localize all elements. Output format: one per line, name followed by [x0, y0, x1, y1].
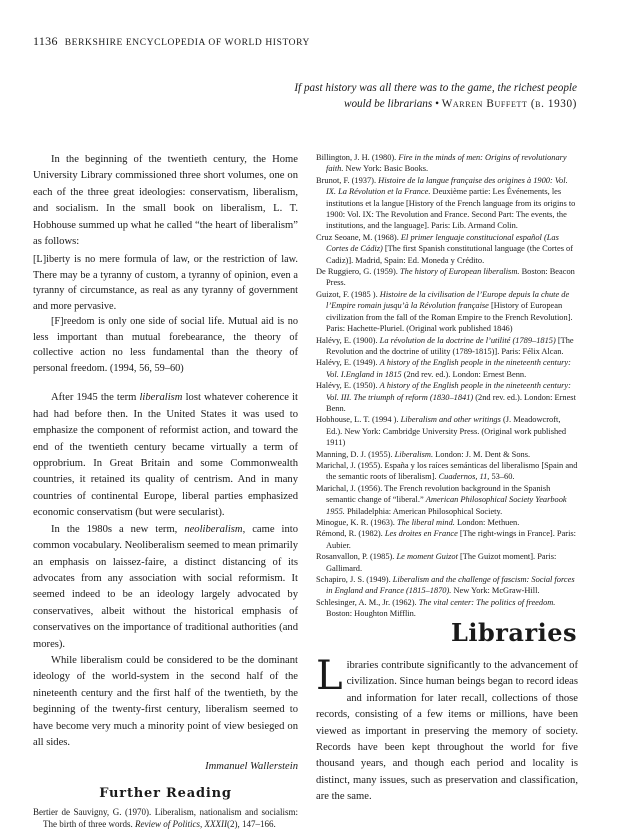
- quote-bullet: •: [435, 98, 439, 110]
- block-quote: [33, 252, 298, 376]
- reference-entry: Guizot, F. (1985 ). Histoire de la civilisation de l’Europe depuis la chute de l’Empire romain jusqu’à la Révolution française [History of European civilization from the fall of the Roman Empire to the French Revolution]. Paris: Hachette-Pluriel. (Original work published 1846): [316, 289, 573, 334]
- reference-entry: Billington, J. H. (1980). Fire in the minds of men: Origins of revolutionary faith. New York: Basic Books.: [316, 153, 567, 174]
- quote-line-2: [257, 96, 577, 112]
- block-quote-paragraph: [L]iberty is no mere formula of law, or the restriction of law. There may be a tyranny of custom, a tyranny of opinion, even a tyranny of circumstance, as real as any tyranny of government and more pervasive.: [33, 254, 298, 312]
- reference-entry: Manning, D. J. (1955). Liberalism. London: J. M. Dent & Sons.: [316, 449, 531, 459]
- paragraph: In the 1980s a new term, neoliberalism, came into common vocabulary. Neoliberalism seemed to mean primarily an emphasis on laissez-faire, a distinct distancing of its advocates from any association with social reformism. It seemed indeed to be an ideology largely advocated by conservatives, albeit without the historical emphasis of conservatives on the importance of traditional authorities (and mores).: [33, 523, 298, 650]
- running-title: BERKSHIRE ENCYCLOPEDIA OF WORLD HISTORY: [64, 38, 311, 48]
- paragraph: While liberalism could be considered to be the dominant ideology of the world-system in the second half of the nineteenth century and the first half of the twentieth, by the beginning of the twenty-first century, liberalism seemed to have become very much a minority point of view besieged on all sides.: [33, 654, 298, 748]
- reference-entry: Hobhouse, L. T. (1994 ). Liberalism and other writings (J. Meadowcroft, Ed.). New York: Cambridge University Press. (Original work published 1911): [316, 415, 567, 448]
- author-byline: Immanuel Wallerstein: [205, 761, 298, 773]
- section-title: Libraries: [450, 618, 577, 647]
- paragraph: After 1945 the term liberalism lost whatever coherence it had had before then. In the United States it was used to emphasize the component of reformist action, and toward the end of the twentieth century became virtually a term of opprobrium. In Great Britain and some Commonwealth countries, it retained its quality of centrism. And in many countries of continental Europe, liberal parties emphasized economic conservatism (but were secularist).: [33, 392, 298, 519]
- page-number: 1136: [33, 34, 58, 48]
- reference-entry: Cruz Seoane, M. (1968). El primer lenguaje constitucional español (Las Cortes de Cádiz) [The first Spanish constitutional language (the Cortes of Cadiz)]. Madrid, Spain: Ed. Moneda y Crédito.: [316, 232, 574, 265]
- quote-line-1: If past history was all there was to the game, the richest people: [294, 82, 577, 94]
- reference-list: [316, 152, 578, 620]
- drop-cap: L: [316, 653, 343, 699]
- reference-entry: Marichal, J. (1956). The French revolution background in the Spanish semantic change of “liberal.” American Philosophical Society Yearbook 1955. Philadelphia: American Philosophical Society.: [316, 483, 567, 516]
- quote-text-end: would be librarians: [343, 98, 433, 110]
- further-reading-entry: Bertier de Sauvigny, G. (1970). Liberalism, nationalism and socialism: The birth of three words. Review of Politics, XXXII(2), 147–166.: [33, 807, 298, 830]
- reference-entry: Marichal, J. (1955). España y los raíces semánticas del liberalismo [Spain and the semantic roots of liberalism]. Cuadernos, 11, 53–60.: [316, 460, 578, 482]
- reference-entry: Halévy, E. (1950). A history of the English people in the nineteenth century: Vol. III. The triumph of reform (1830–1841) (2nd rev. ed.). London: Ernest Benn.: [316, 381, 576, 413]
- reference-entry: Halévy, E. (1900). La révolution de la doctrine de l’utilité (1789–1815) [The Revolution and the doctrine of utility (1789-1815)]. Paris: Félix Alcan.: [316, 335, 574, 356]
- running-header: [33, 34, 310, 49]
- reference-entry: Rémond, R. (1982). Les droites en France [The right-wings in France]. Paris: Aubier.: [316, 529, 576, 550]
- quote-attribution: Warren Buffett (b. 1930): [441, 98, 577, 110]
- reference-entry: Minogue, K. R. (1963). The liberal mind. London: Methuen.: [316, 518, 520, 527]
- reference-entry: Schlesinger, A. M., Jr. (1962). The vital center: The politics of freedom. Boston: Houghton Mifflin.: [316, 597, 556, 619]
- further-reading-heading: Further Reading: [99, 785, 232, 801]
- block-quote-paragraph: [F]reedom is only one side of social life. Mutual aid is no less important than mutual forebearance, the theory of collective action no less fundamental than the theory of personal freedom. (1994, 56, 59–60): [33, 316, 298, 374]
- reference-entry: Halévy, E. (1949). A history of the English people in the nineteenth century: Vol. I.England in 1815 (2nd rev. ed.). London: Ernest Benn.: [316, 358, 571, 379]
- reference-entry: De Ruggiero, G. (1959). The history of European liberalism. Boston: Beacon Press.: [316, 267, 575, 288]
- left-column: [33, 152, 298, 830]
- paragraph: In the beginning of the twentieth century, the Home University Library commissioned three short volumes, one on each of the three great ideologies: conservatism, liberalism, and socialism. In the small book on liberalism, L. T. Hobhouse summed up what he called “the heart of liberalism” as follows:: [33, 154, 298, 248]
- libraries-intro-text: ibraries contribute significantly to the advancement of civilization. Since human beings began to record ideas and information for later recall, collections of those records, consisting of a few items or millions, have been viewed as important in preserving the memory of society. Records have been kept throughout the world for five thousand years, and though each period and locality is distinct, many issues, such as preservation and classification, are the same.: [316, 660, 578, 803]
- epigraph-quote: [257, 80, 577, 112]
- reference-entry: Brunot, F. (1937). Histoire de la langue française des origines à 1900: Vol. IX. La Révolution et la France. Deuxième partie: Les Événements, les institutions et la langue [History of the French language from its origins to 1900: Vol. IX: The Revolution and France. Second Part: The events, the institutions, and the language]. Paris: Lib. Armand Colin.: [316, 175, 576, 231]
- reference-entry: Rosanvallon, P. (1985). Le moment Guizot [The Guizot moment]. Paris: Gallimard.: [316, 552, 557, 573]
- reference-entry: Schapiro, J. S. (1949). Liberalism and the challenge of fascism: Social forces in England and France (1815–1870). New York: McGraw-Hill.: [316, 575, 575, 596]
- libraries-intro: [316, 653, 578, 806]
